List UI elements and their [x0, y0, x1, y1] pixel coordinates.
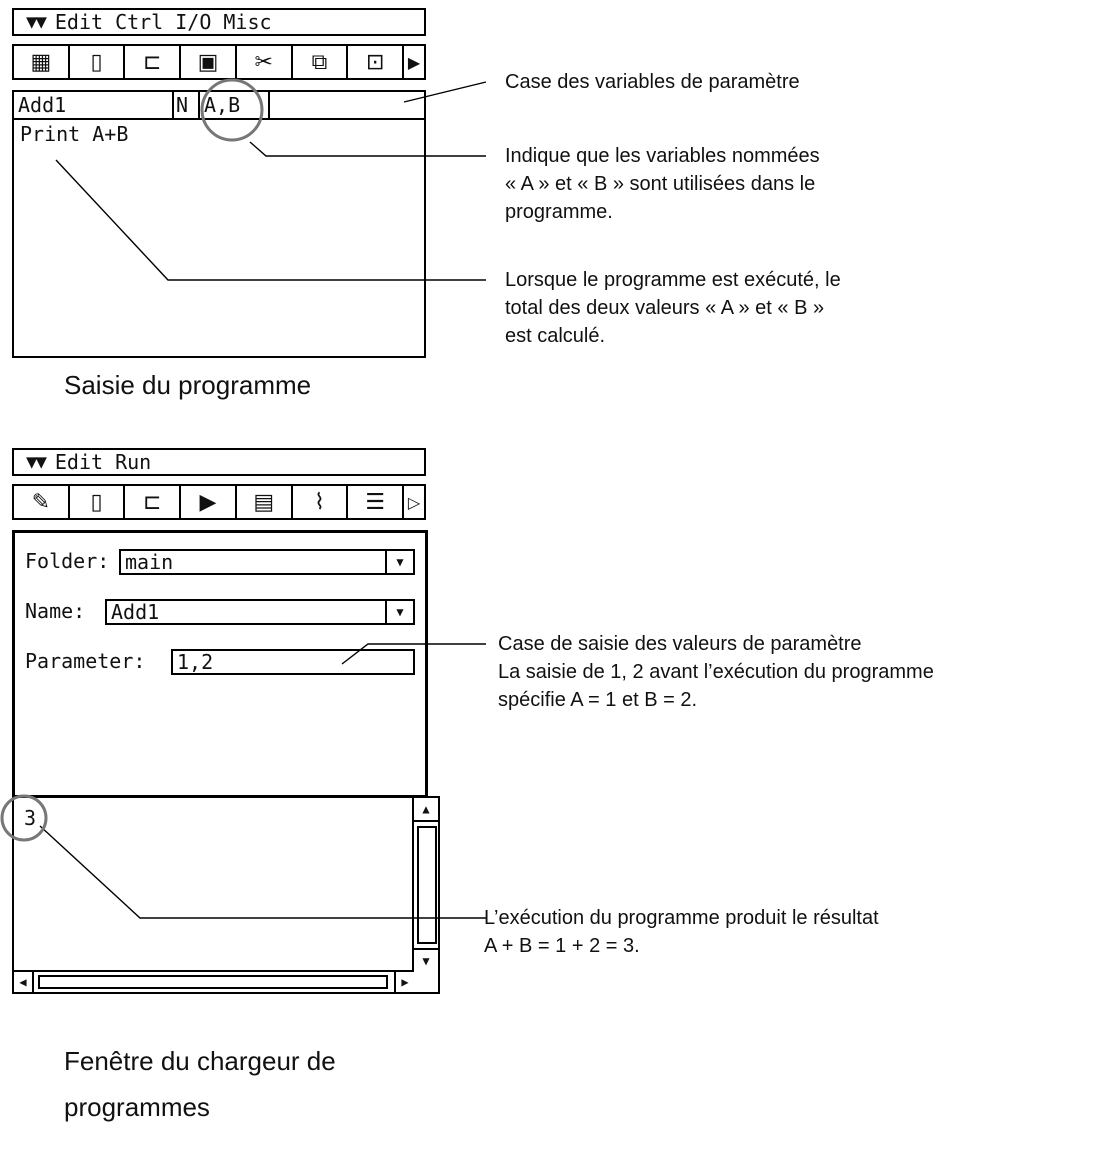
- note-result: L’exécution du programme produit le résultat A + B = 1 + 2 = 3.: [484, 907, 879, 957]
- note-parameter-input: Case de saisie des valeurs de paramètre La saisie de 1, 2 avant l’exécution du programme spécifie A = 1 et B = 2.: [498, 633, 934, 711]
- menu-chevron-icon[interactable]: ▼▼: [26, 451, 45, 473]
- chevron-down-icon[interactable]: ▼: [385, 551, 413, 573]
- output-result: 3: [24, 806, 37, 830]
- folder-label: Folder:: [25, 549, 110, 573]
- list-icon[interactable]: ☰: [348, 486, 404, 518]
- callout-line-variables: [250, 142, 486, 156]
- scroll-right-icon[interactable]: ▶: [394, 972, 414, 992]
- note-variables: Indique que les variables nommées « A » et « B » sont utilisées dans le programme.: [505, 145, 820, 223]
- parameter-value: 1,2: [177, 650, 214, 674]
- note-total: Lorsque le programme est exécuté, le total des deux valeurs « A » et « B » est calculé.: [505, 269, 841, 347]
- menu-edit[interactable]: Edit: [54, 10, 104, 34]
- main-menu-icon[interactable]: ▦: [14, 46, 70, 78]
- menu-run[interactable]: Run: [115, 450, 152, 474]
- menu-misc[interactable]: Misc: [223, 10, 272, 34]
- open-folder-icon[interactable]: ⊏: [125, 46, 181, 78]
- callout-line-param-box: [404, 82, 486, 102]
- more-right-icon[interactable]: ▷: [407, 492, 421, 512]
- new-file-icon[interactable]: ▯: [70, 486, 126, 518]
- text-icon[interactable]: ▤: [237, 486, 293, 518]
- loader-caption-line-2: programmes: [64, 1092, 210, 1122]
- scroll-up-icon[interactable]: ▲: [414, 798, 438, 822]
- menu-edit[interactable]: Edit: [54, 450, 104, 474]
- menu-ctrl[interactable]: Ctrl: [115, 10, 164, 34]
- highlight-circle-parameters: [202, 80, 262, 140]
- callout-line-total: [56, 160, 486, 280]
- name-label: Name:: [25, 599, 86, 623]
- menu-chevron-icon[interactable]: ▼▼: [26, 11, 45, 33]
- save-icon[interactable]: ▣: [181, 46, 237, 78]
- open-folder-icon[interactable]: ⊏: [125, 486, 181, 518]
- highlight-circle-result: [2, 796, 46, 840]
- new-file-icon[interactable]: ▯: [70, 46, 126, 78]
- copy-icon[interactable]: ⧉: [293, 46, 349, 78]
- chevron-down-icon[interactable]: ▼: [385, 601, 413, 623]
- program-type-flag: N: [172, 92, 198, 118]
- callout-line-input: [342, 644, 486, 664]
- parameter-variables-box[interactable]: A,B: [198, 92, 270, 118]
- program-name[interactable]: Add1: [18, 93, 67, 117]
- scroll-down-icon[interactable]: ▼: [414, 948, 438, 972]
- note-parameter-box: Case des variables de paramètre: [505, 71, 800, 93]
- editor-icon[interactable]: ✎: [14, 486, 70, 518]
- more-right-icon[interactable]: ▶: [407, 52, 421, 72]
- paste-icon[interactable]: ⊡: [348, 46, 404, 78]
- editor-caption: Saisie du programme: [64, 370, 312, 400]
- menu-io[interactable]: I/O: [175, 10, 212, 34]
- cut-icon[interactable]: ✂: [237, 46, 293, 78]
- graph-icon[interactable]: ⌇: [293, 486, 349, 518]
- program-code-line: Print A+B: [20, 122, 129, 146]
- callout-line-result: [40, 826, 486, 918]
- run-icon[interactable]: ▶: [181, 486, 237, 518]
- loader-caption-line-1: Fenêtre du chargeur de: [64, 1046, 336, 1076]
- scroll-left-icon[interactable]: ◀: [14, 972, 34, 992]
- folder-value: main: [125, 550, 174, 574]
- name-value: Add1: [111, 600, 160, 624]
- parameter-label: Parameter:: [25, 649, 146, 673]
